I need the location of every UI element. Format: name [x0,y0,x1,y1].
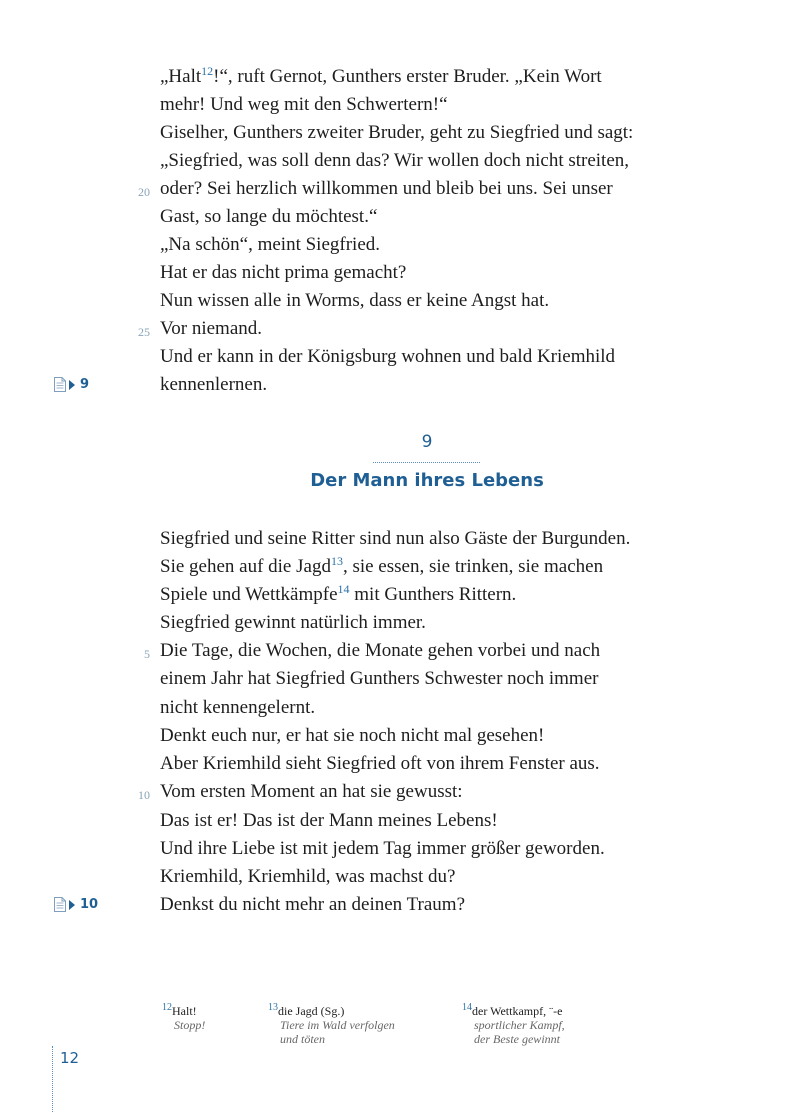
text-line: Gast, so lange du möchtest.“ [160,206,378,227]
line-number: 10 [138,788,150,802]
footnote-12 [162,1004,205,1032]
footnote-gloss: Tiere im Wald verfolgen [280,1018,395,1032]
footnote-term: Halt! [172,1004,197,1018]
text-line: Vor niemand. [160,318,263,339]
footnote-13 [268,1004,395,1046]
document-icon [54,377,66,392]
chapter-title: Der Mann ihres Lebens [310,470,544,491]
text-line: „Siegfried, was soll denn das? Wir wollen doch nicht streiten, [160,150,630,171]
audio-track-number: 9 [80,377,90,392]
text-line: Nun wissen alle in Worms, dass er keine Angst hat. [160,290,550,311]
page-number: 12 [60,1049,80,1067]
footnote-gloss: sportlicher Kampf, [474,1018,565,1032]
audio-track-marker[interactable] [54,377,89,392]
text-line: Denkst du nicht mehr an deinen Traum? [160,894,466,915]
document-icon [54,897,66,912]
text-line: Denkt euch nur, er hat sie noch nicht mal gesehen! [160,725,545,746]
text-line: Und ihre Liebe ist mit jedem Tag immer größer geworden. [160,838,605,859]
play-icon [69,380,75,390]
text-line: Hat er das nicht prima gemacht? [160,262,407,283]
footnote-term: der Wettkampf, ¨-e [472,1004,563,1018]
footnote-number: 12 [162,1002,172,1013]
footnote-gloss: und töten [280,1032,325,1046]
text-line: kennenlernen. [160,374,268,395]
footnote-ref-13[interactable]: 13 [330,554,343,568]
text-line: Siegfried und seine Ritter sind nun also Gäste der Burgunden. [160,528,631,549]
text-line: Kriemhild, Kriemhild, was machst du? [160,866,456,887]
text-line: „Na schön“, meint Siegfried. [160,234,381,255]
text-line: Giselher, Gunthers zweiter Bruder, geht zu Siegfried und sagt: [160,122,634,143]
text-line: mehr! Und weg mit den Schwertern!“ [160,94,448,115]
text-line: Die Tage, die Wochen, die Monate gehen vorbei und nach [160,640,601,661]
line-number: 25 [138,325,150,339]
text-line: Und er kann in der Königsburg wohnen und bald Kriemhild [160,346,616,367]
line-number: 5 [144,647,150,661]
text-line: Siegfried gewinnt natürlich immer. [160,612,426,633]
footnote-ref-14[interactable]: 14 [337,582,350,596]
audio-track-marker[interactable] [54,897,98,912]
text-line: „Halt$^{12}$!“, ruft Gernot, Gunthers erster Bruder. „Kein Wort [160,64,602,87]
footnote-gloss: der Beste gewinnt [474,1032,560,1046]
footnote-term: die Jagd (Sg.) [278,1004,345,1018]
footnote-14 [462,1004,565,1046]
footnote-gloss: Stopp! [174,1018,206,1032]
footnote-number: 14 [462,1002,472,1013]
footnote-ref-12[interactable]: 12 [201,64,214,78]
audio-track-number: 10 [80,897,99,912]
chapter-number: 9 [421,432,433,452]
text-line: Das ist er! Das ist der Mann meines Lebens! [160,810,498,831]
text-line: Vom ersten Moment an hat sie gewusst: [160,781,463,802]
text-line: oder? Sei herzlich willkommen und bleib bei uns. Sei unser [160,178,613,199]
chapter-divider [373,462,480,463]
text-line: Aber Kriemhild sieht Siegfried oft von ihrem Fenster aus. [160,753,600,774]
line-number: 20 [138,185,150,199]
footnote-number: 13 [268,1002,278,1013]
text-line: Spiele und Wettkämpfe$^{14}$ mit Gunthers Rittern. [160,582,517,605]
text-line: einem Jahr hat Siegfried Gunthers Schwester noch immer [160,668,599,689]
margin-rule [52,1046,53,1112]
text-line: nicht kennengelernt. [160,697,316,718]
text-line: Sie gehen auf die Jagd$^{13}$, sie essen, sie trinken, sie machen [160,554,604,577]
play-icon [69,900,75,910]
